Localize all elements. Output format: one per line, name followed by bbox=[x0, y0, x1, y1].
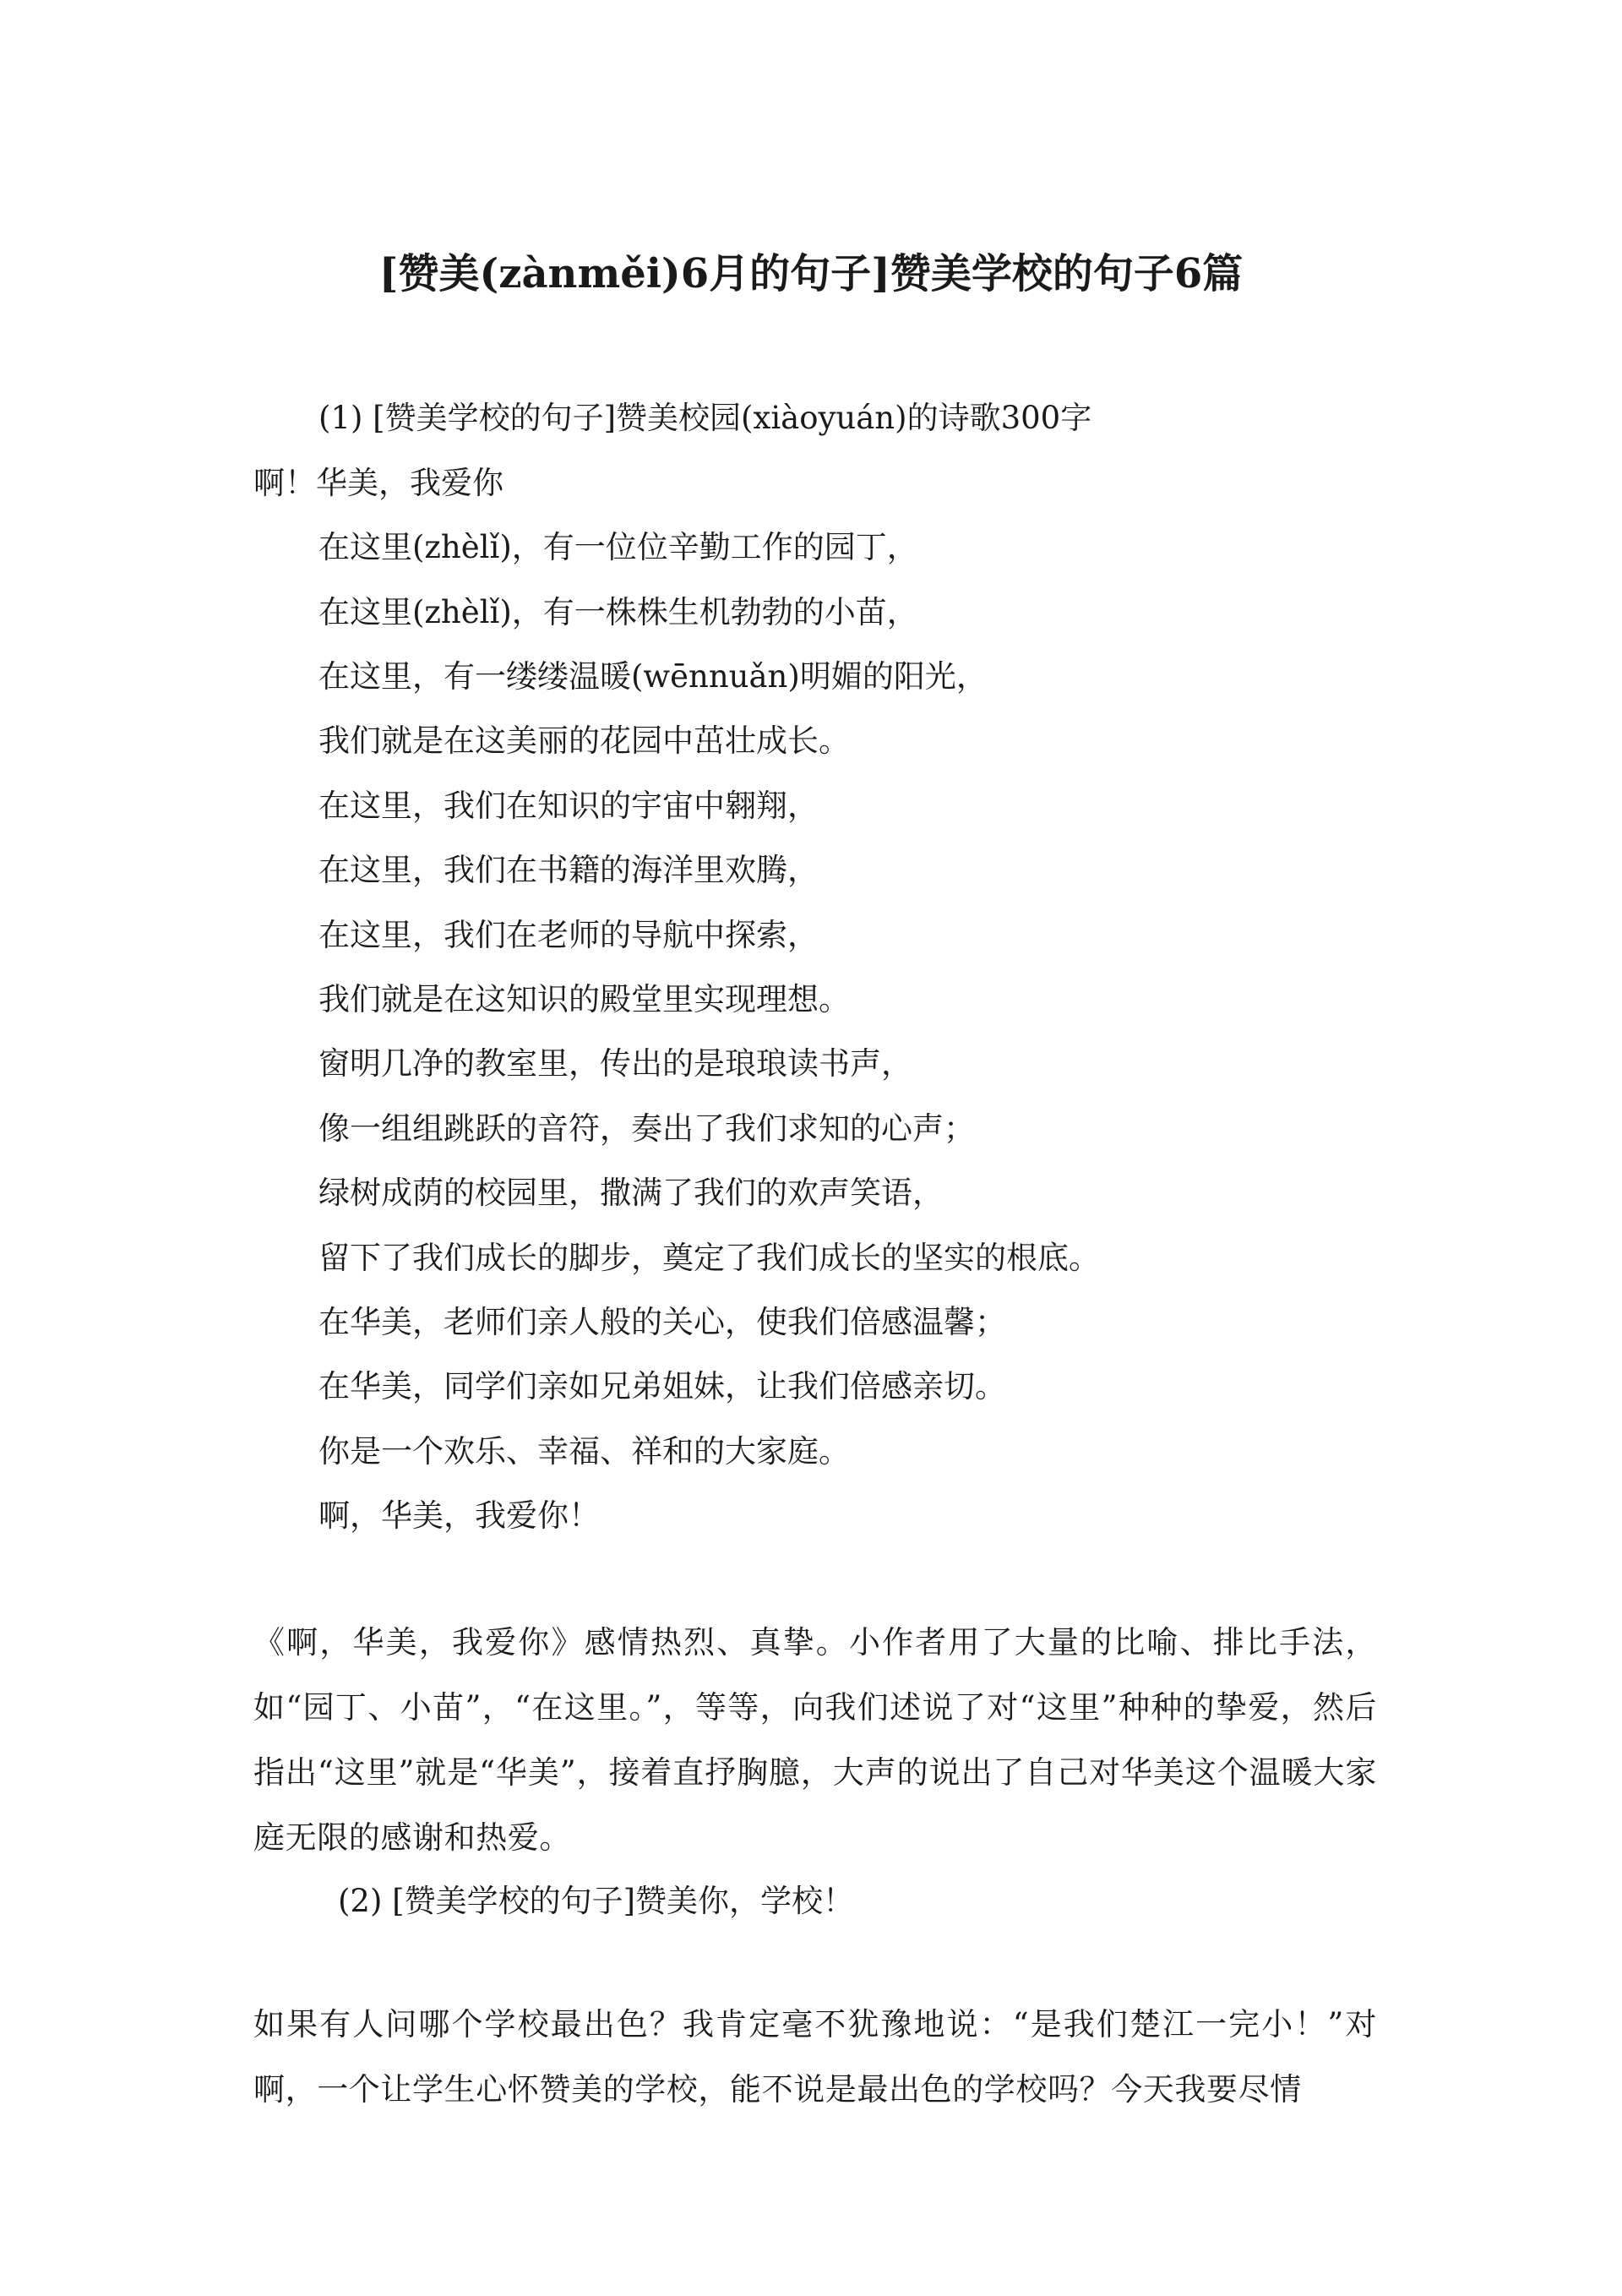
poem-line-6: 在这里，我们在书籍的海洋里欢腾， bbox=[318, 852, 819, 888]
poem-line-10: 像一组组跳跃的音符，奏出了我们求知的心声； bbox=[318, 1110, 975, 1147]
poem-line-1: 在这里(zhèlǐ)，有一位位辛勤工作的园丁， bbox=[318, 529, 918, 565]
poem-line-12: 留下了我们成长的脚步，奠定了我们成长的坚实的根底。 bbox=[318, 1240, 1100, 1276]
poem-line-9: 窗明几净的教室里，传出的是琅琅读书声， bbox=[318, 1045, 912, 1082]
poem-line-14: 在华美，同学们亲如兄弟姐妹，让我们倍感亲切。 bbox=[318, 1368, 1006, 1404]
poem-line-5: 在这里，我们在知识的宇宙中翱翔， bbox=[318, 788, 819, 824]
poem-line-8: 我们就是在这知识的殿堂里实现理想。 bbox=[318, 981, 850, 1017]
poem-line-2: 在这里(zhèlǐ)，有一株株生机勃勃的小苗， bbox=[318, 594, 918, 630]
poem-line-7: 在这里，我们在老师的导航中探索， bbox=[318, 917, 819, 953]
poem-line-13: 在华美，老师们亲人般的关心，使我们倍感温馨； bbox=[318, 1304, 1006, 1340]
poem-line-15: 你是一个欢乐、幸福、祥和的大家庭。 bbox=[318, 1433, 850, 1470]
poem-line-16: 啊，华美，我爱你！ bbox=[318, 1497, 600, 1534]
section-2-body: 如果有人问哪个学校最出色？我肯定毫不犹豫地说：“是我们楚江一完小！”对啊，一个让学生心怀赞美的学校，能不说是最出色的学校吗？今天我要尽情 bbox=[253, 2006, 1377, 2108]
section-2-heading: (2) [赞美学校的句子]赞美你，学校！ bbox=[338, 1883, 855, 1919]
document-title: [赞美(zànměi)6月的句子]赞美学校的句子6篇 bbox=[378, 250, 1244, 297]
poem-line-11: 绿树成荫的校园里，撒满了我们的欢声笑语， bbox=[318, 1175, 944, 1211]
poem-lead-line: 啊！华美，我爱你 bbox=[253, 465, 503, 501]
poem-line-4: 我们就是在这美丽的花园中茁壮成长。 bbox=[318, 723, 850, 759]
section-1-heading: (1) [赞美学校的句子]赞美校园(xiàoyuán)的诗歌300字 bbox=[318, 400, 1092, 436]
poem-line-3: 在这里，有一缕缕温暖(wēnnuǎn)明媚的阳光， bbox=[318, 658, 988, 695]
poem-commentary: 《啊，华美，我爱你》感情热烈、真挚。小作者用了大量的比喻、排比手法，如“园丁、小苗”，“在这里。”，等等，向我们述说了对“这里”种种的挚爱，然后指出“这里”就是“华美”，接着直抒胸臆，大声的说出了自己对华美这个温暖大家庭无限的感谢和热爱。 bbox=[253, 1624, 1377, 1856]
